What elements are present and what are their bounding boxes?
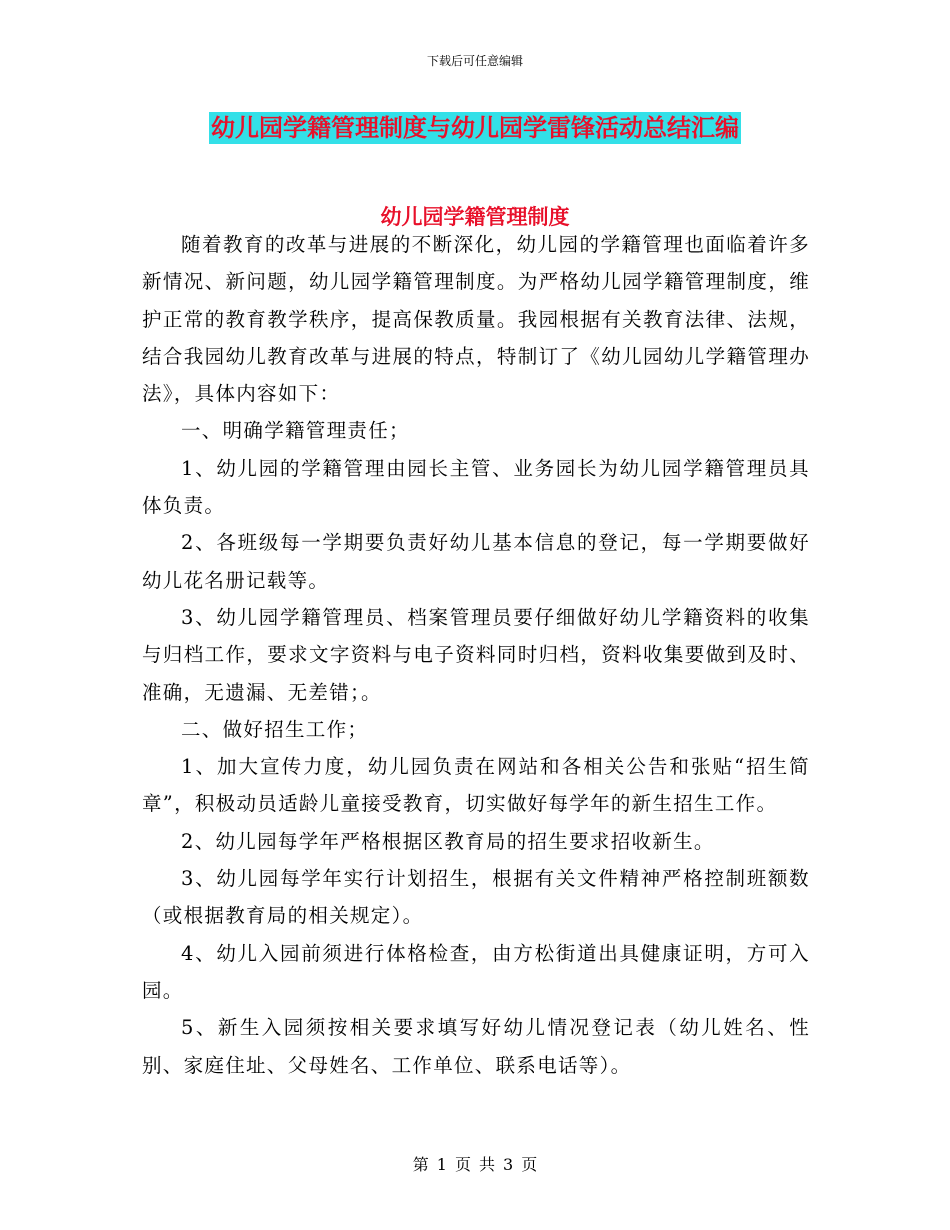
- paragraph: 一、明确学籍管理责任；: [181, 419, 410, 443]
- section-title: 幼儿园学籍管理制度: [380, 204, 570, 229]
- paragraph: 2、各班级每一学期要负责好幼儿基本信息的登记，每一学期要做好幼儿花名册记载等。: [142, 531, 810, 592]
- footer-page-word: 页: [454, 1155, 471, 1174]
- paragraph: 3、幼儿园学籍管理员、档案管理员要仔细做好幼儿学籍资料的收集与归档工作，要求文字资料与电子资料同时归档，资料收集要做到及时、准确，无遗漏、无差错；。: [142, 605, 810, 704]
- paragraph: 2、幼儿园每学年严格根据区教育局的招生要求招收新生。: [181, 829, 715, 853]
- document-title-container: [0, 112, 950, 144]
- paragraph: 3、幼儿园每学年实行计划招生，根据有关文件精神严格控制班额数（或根据教育局的相关规定）。: [142, 867, 810, 928]
- paragraph: 1、加大宣传力度，幼儿园负责在网站和各相关公告和张贴“招生简章”，积极动员适龄儿童接受教育，切实做好每学年的新生招生工作。: [142, 755, 810, 816]
- footer-total-pages: 3: [503, 1155, 514, 1174]
- footer-suffix: 页: [521, 1155, 538, 1174]
- footer-page-number: 1: [436, 1155, 447, 1174]
- page-footer: [0, 1153, 950, 1177]
- header-note: 下载后可任意编辑: [426, 54, 523, 68]
- paragraph: 4、幼儿入园前须进行体格检查，由方松街道出具健康证明，方可入园。: [142, 941, 810, 1002]
- paragraph: 二、做好招生工作；: [181, 717, 369, 741]
- footer-total-word: 共: [479, 1155, 496, 1174]
- paragraph: 随着教育的改革与进展的不断深化，幼儿园的学籍管理也面临着许多新情况、新问题，幼儿园学籍管理制度。为严格幼儿园学籍管理制度，维护正常的教育教学秩序，提高保教质量。我园根据有关教育法律、法规，结合我园幼儿教育改革与进展的特点，特制订了《幼儿园幼儿学籍管理办法》，具体内容如下：: [142, 233, 810, 406]
- footer-prefix: 第: [412, 1155, 429, 1174]
- document-title: 幼儿园学籍管理制度与幼儿园学雷锋活动总结汇编: [211, 113, 739, 142]
- paragraph: 5、新生入园须按相关要求填写好幼儿情况登记表（幼儿姓名、性别、家庭住址、父母姓名、工作单位、联系电话等）。: [142, 1016, 810, 1077]
- paragraph: 1、幼儿园的学籍管理由园长主管、业务园长为幼儿园学籍管理员具体负责。: [142, 456, 810, 518]
- document-body: [142, 226, 810, 1084]
